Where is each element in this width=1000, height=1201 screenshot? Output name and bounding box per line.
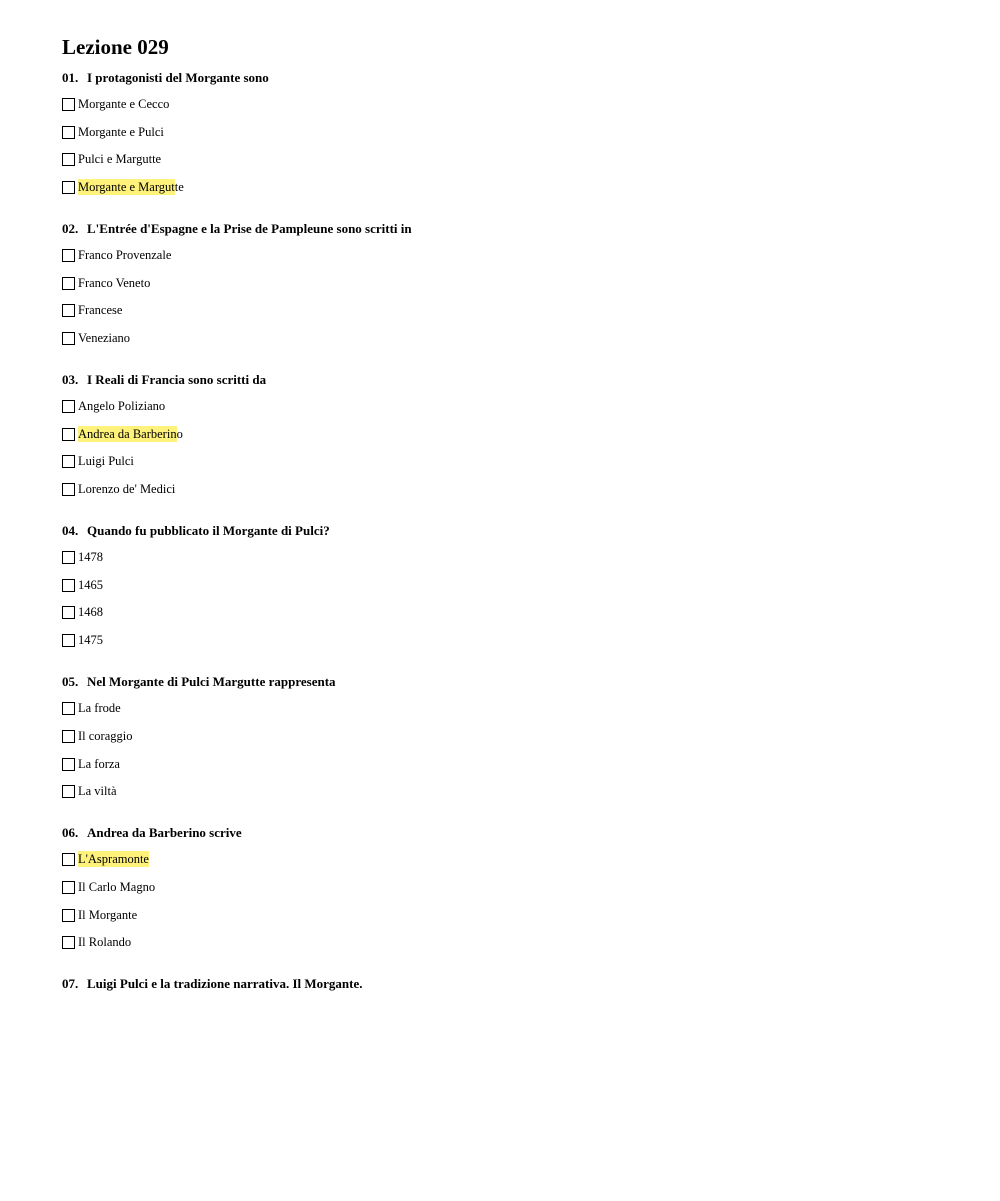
answer-option[interactable] — [62, 548, 103, 566]
answer-text — [78, 453, 134, 469]
answer-checkbox[interactable] — [62, 909, 75, 922]
answer-checkbox[interactable] — [62, 153, 75, 166]
question-1 — [62, 69, 962, 194]
answer-label: 1478 — [78, 550, 103, 564]
answer-label: Angelo Poliziano — [78, 399, 166, 413]
answer-checkbox[interactable] — [62, 249, 75, 262]
question-text: Luigi Pulci e la tradizione narrativa. Il Morgante. — [87, 976, 363, 991]
question-heading — [62, 69, 962, 87]
answer-option[interactable] — [62, 178, 184, 196]
answer-text — [78, 756, 120, 772]
question-text: Andrea da Barberino scrive — [87, 825, 242, 840]
question-3 — [62, 371, 962, 496]
answer-checkbox[interactable] — [62, 702, 75, 715]
answer-option[interactable] — [62, 755, 120, 773]
answer-label: Morgante e Cecco — [78, 97, 170, 111]
answer-text — [78, 179, 184, 195]
answer-text — [78, 481, 175, 497]
question-text: L'Entrée d'Espagne e la Prise de Pampleune sono scritti in — [87, 221, 412, 236]
question-number: 06. — [62, 825, 79, 840]
answer-checkbox[interactable] — [62, 428, 75, 441]
answer-text — [78, 632, 103, 648]
answer-label: La frode — [78, 701, 121, 715]
question-number: 03. — [62, 372, 79, 387]
answer-label: Pulci e Margutte — [78, 152, 162, 166]
answer-label: 1468 — [78, 605, 103, 619]
answer-checkbox[interactable] — [62, 98, 75, 111]
answer-text — [78, 247, 171, 263]
answer-label: Luigi Pulci — [78, 454, 134, 468]
question-heading — [62, 522, 962, 540]
answer-checkbox[interactable] — [62, 579, 75, 592]
answer-text — [78, 302, 122, 318]
answer-highlight: L'Aspramonte — [78, 852, 149, 866]
question-6 — [62, 824, 962, 949]
answer-option[interactable] — [62, 425, 183, 443]
answer-option[interactable] — [62, 480, 175, 498]
answer-option[interactable] — [62, 329, 130, 347]
question-text: I protagonisti del Morgante sono — [87, 70, 269, 85]
answer-label: Il Rolando — [78, 935, 132, 949]
answer-label: Lorenzo de' Medici — [78, 482, 176, 496]
answer-text — [78, 549, 103, 565]
answer-checkbox[interactable] — [62, 277, 75, 290]
answer-text — [78, 577, 103, 593]
answer-text — [78, 934, 131, 950]
answer-label: Il Morgante — [78, 908, 138, 922]
answer-text — [78, 275, 150, 291]
question-text: I Reali di Francia sono scritti da — [87, 372, 267, 387]
answer-checkbox[interactable] — [62, 730, 75, 743]
answer-option[interactable] — [62, 246, 171, 264]
question-number: 04. — [62, 523, 79, 538]
answer-label: La forza — [78, 757, 120, 771]
answer-highlight: Morgante e Margut — [78, 180, 175, 194]
answer-checkbox[interactable] — [62, 853, 75, 866]
answer-option[interactable] — [62, 850, 149, 868]
answer-option[interactable] — [62, 603, 103, 621]
answer-option[interactable] — [62, 452, 134, 470]
answer-text — [78, 728, 133, 744]
answer-label: Franco Veneto — [78, 276, 151, 290]
answer-option[interactable] — [62, 150, 161, 168]
answer-option[interactable] — [62, 123, 164, 141]
answer-checkbox[interactable] — [62, 332, 75, 345]
answer-text — [78, 851, 149, 867]
answer-option[interactable] — [62, 727, 133, 745]
answer-checkbox[interactable] — [62, 551, 75, 564]
answer-label: o — [176, 427, 183, 441]
question-number: 07. — [62, 976, 79, 991]
answer-checkbox[interactable] — [62, 634, 75, 647]
question-heading — [62, 220, 962, 238]
answer-label: Veneziano — [78, 331, 131, 345]
question-number: 05. — [62, 674, 79, 689]
question-4 — [62, 522, 962, 647]
lesson-title: Lezione 029 — [62, 35, 169, 59]
answer-option[interactable] — [62, 782, 117, 800]
answer-text — [78, 604, 103, 620]
answer-option[interactable] — [62, 631, 103, 649]
answer-option[interactable] — [62, 699, 121, 717]
question-text: Nel Morgante di Pulci Margutte rappresenta — [87, 674, 336, 689]
answer-text — [78, 124, 164, 140]
answer-text — [78, 330, 130, 346]
answer-label: Morgante e Pulci — [78, 125, 164, 139]
answer-checkbox[interactable] — [62, 881, 75, 894]
answer-option[interactable] — [62, 933, 131, 951]
answer-option[interactable] — [62, 274, 150, 292]
answer-checkbox[interactable] — [62, 455, 75, 468]
answer-label: 1475 — [78, 633, 103, 647]
answer-checkbox[interactable] — [62, 936, 75, 949]
answer-label: La viltà — [78, 784, 117, 798]
answer-checkbox[interactable] — [62, 126, 75, 139]
answer-checkbox[interactable] — [62, 181, 75, 194]
answer-label: Il coraggio — [78, 729, 133, 743]
answer-label: Il Carlo Magno — [78, 880, 156, 894]
answer-option[interactable] — [62, 95, 169, 113]
answer-checkbox[interactable] — [62, 400, 75, 413]
question-2 — [62, 220, 962, 345]
answer-text — [78, 96, 169, 112]
answer-option[interactable] — [62, 878, 155, 896]
question-heading — [62, 673, 962, 691]
answer-label: Franco Provenzale — [78, 248, 172, 262]
question-text: Quando fu pubblicato il Morgante di Pulci? — [87, 523, 330, 538]
answer-text — [78, 783, 117, 799]
answer-label: te — [174, 180, 184, 194]
answer-highlight: Andrea da Barberin — [78, 427, 177, 441]
answer-option[interactable] — [62, 301, 122, 319]
answer-checkbox[interactable] — [62, 606, 75, 619]
answer-text — [78, 398, 165, 414]
question-number: 01. — [62, 70, 79, 85]
answer-label: Francese — [78, 303, 123, 317]
answer-text — [78, 907, 137, 923]
answer-option[interactable] — [62, 906, 137, 924]
answer-text — [78, 151, 161, 167]
answer-option[interactable] — [62, 576, 103, 594]
question-5 — [62, 673, 962, 798]
question-heading — [62, 371, 962, 389]
answer-checkbox[interactable] — [62, 304, 75, 317]
question-7 — [62, 975, 962, 993]
question-heading — [62, 824, 962, 842]
answer-text — [78, 426, 183, 442]
answer-checkbox[interactable] — [62, 758, 75, 771]
question-heading — [62, 975, 962, 993]
answer-text — [78, 700, 121, 716]
answer-text — [78, 879, 155, 895]
question-number: 02. — [62, 221, 79, 236]
answer-label: 1465 — [78, 578, 103, 592]
answer-checkbox[interactable] — [62, 785, 75, 798]
answer-checkbox[interactable] — [62, 483, 75, 496]
answer-option[interactable] — [62, 397, 165, 415]
